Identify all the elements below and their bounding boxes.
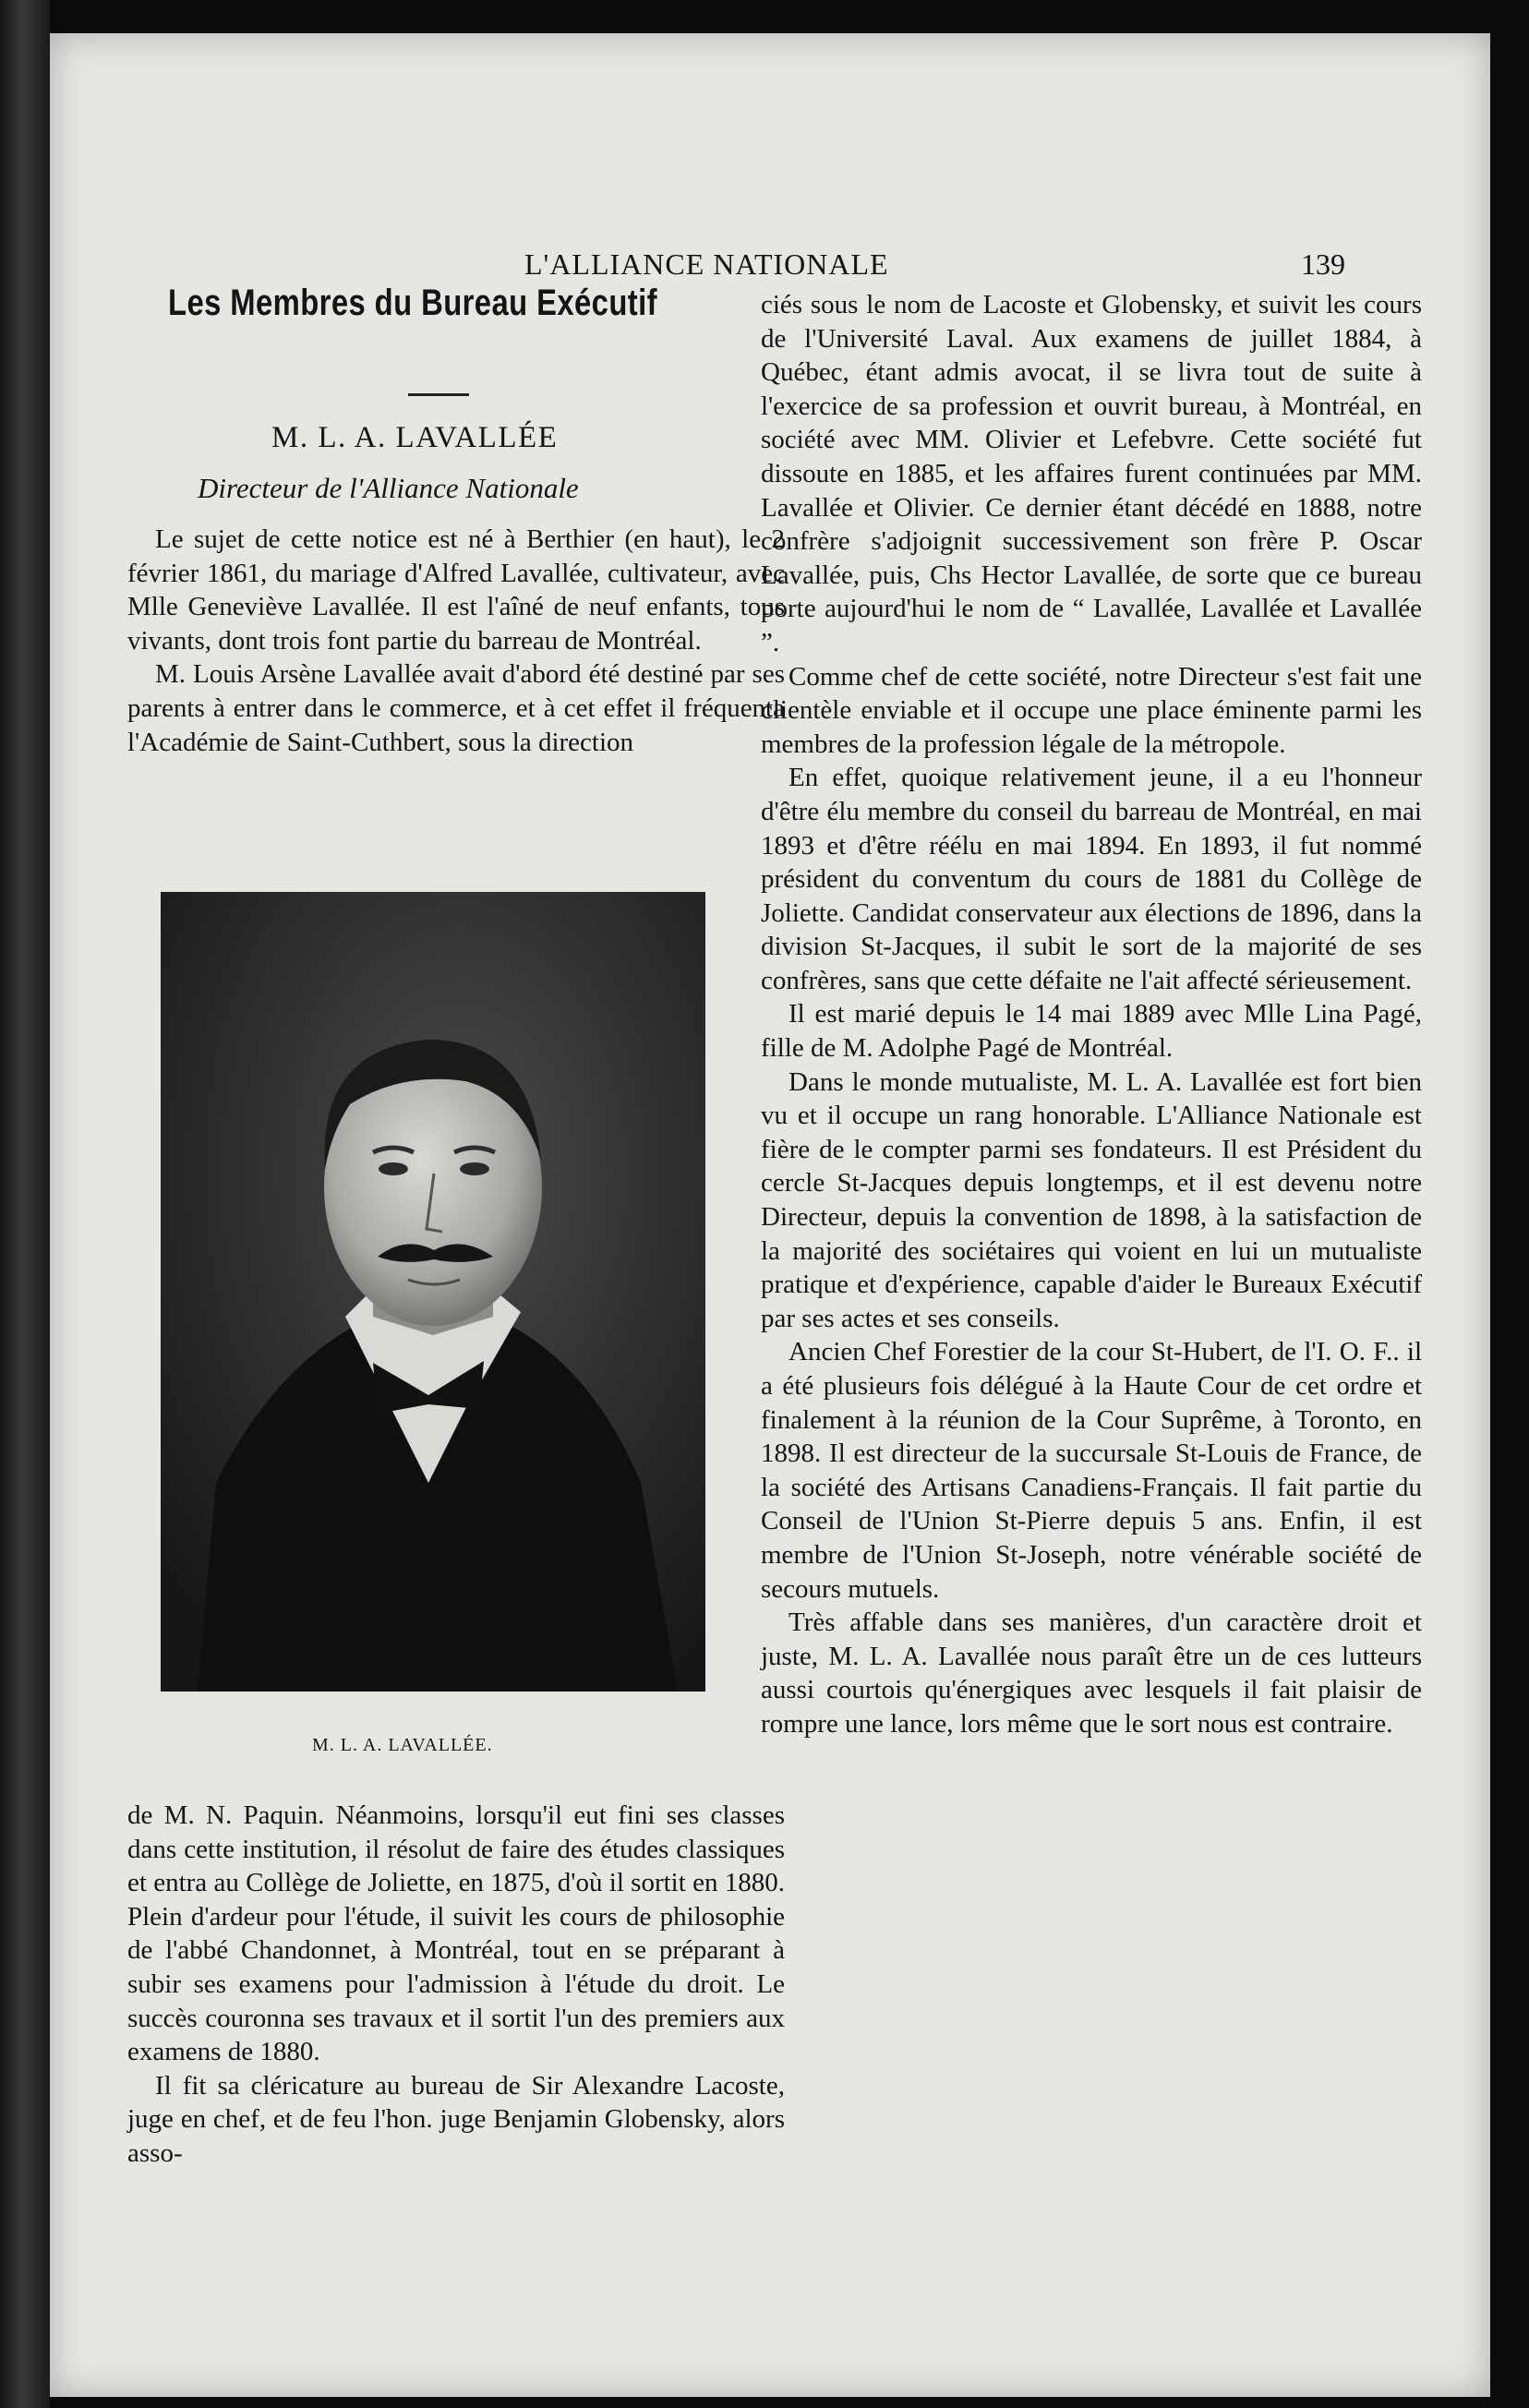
portrait-image — [161, 892, 705, 1692]
paragraph: Comme chef de cette société, notre Directeur s'est fait une clientèle enviable et il occupe une place éminente parmi les membres de la profession légale de la métropole. — [761, 661, 1422, 759]
paragraph: ciés sous le nom de Lacoste et Globensky, et suivit les cours de l'Université Laval. Aux examens de juillet 1884, à Québec, étant admis avocat, il se livra tout de suite à l'exercice de sa profession et ouvrit bureau, à Montréal, en société avec MM. Olivier et Lefebvre. Cette société fut dissoute en 1885, et les affaires furent continuées par MM. Lavallée et Olivier. Ce dernier étant décédé en 1888, notre confrère s'adjoignit successivement son frère P. Oscar Lavallée, puis, Chs Hector Lavallée, de sorte que ce bureau porte aujourd'hui le nom de “ Lavallée, Lavallée et Lavallée ”. — [761, 290, 1422, 657]
member-name: M. L. A. LAVALLÉE — [271, 421, 559, 454]
paragraph: Ancien Chef Forestier de la cour St-Hubert, de l'I. O. F.. il a été plusieurs fois délégué à la Haute Cour de cet ordre et finalement à la réunion de la Cour Suprême, à Toronto, en 1898. Il est directeur de la succursale St-Louis de France, de la société des Artisans Canadiens-Français. Il fait partie du Conseil de l'Union St-Pierre depuis 5 ans. Enfin, il est membre de l'Union St-Joseph, notre vénérable société de secours mutuels. — [761, 1337, 1422, 1604]
binding-edge — [0, 0, 50, 2408]
paragraph: de M. N. Paquin. Néanmoins, lorsqu'il eut fini ses classes dans cette institution, il résolut de faire des études classiques et entra au Collège de Joliette, en 1875, d'où il sortit en 1880. Plein d'ardeur pour l'étude, il suivit les cours de philosophie de l'abbé Chandonnet, à Montréal, tout en se préparant à subir ses examens pour l'admission à l'étude du droit. Le succès couronna ses travaux et il sortit l'un des premiers aux examens de 1880. — [127, 1800, 785, 2067]
paragraph: Dans le monde mutualiste, M. L. A. Lavallée est fort bien vu et il occupe un rang honorable. L'Alliance Nationale est fière de le compter parmi ses fondateurs. Il est Président du cercle St-Jacques depuis longtemps, et il est devenu notre Directeur, depuis la convention de 1898, à la satisfaction de la majorité des sociétaires qui voient en lui un mutualiste pratique et d'expérience, capable d'aider le Bureaux Exécutif par ses actes et ses conseils. — [761, 1066, 1422, 1333]
portrait-photo — [161, 892, 705, 1692]
running-title: L'ALLIANCE NATIONALE — [524, 247, 889, 281]
left-column-top — [127, 523, 785, 759]
paragraph: Il est marié depuis le 14 mai 1889 avec Mlle Lina Pagé, fille de M. Adolphe Pagé de Montréal. — [761, 999, 1422, 1064]
article-headline: Les Membres du Bureau Exécutif — [168, 283, 657, 323]
member-role: Directeur de l'Alliance Nationale — [198, 472, 579, 504]
paragraph: Le sujet de cette notice est né à Berthier (en haut), le 2 février 1861, du mariage d'Alfred Lavallée, cultivateur, avec Mlle Geneviève Lavallée. Il est l'aîné de neuf enfants, tous vivants, dont trois font partie du barreau de Montréal. — [127, 524, 785, 656]
page-header — [50, 247, 1490, 284]
paragraph: Très affable dans ses manières, d'un caractère droit et juste, M. L. A. Lavallée nous paraît être un de ces lutteurs aussi courtois qu'énergiques avec lesquels il fait plaisir de rompre une lance, lors même que le sort nous est contraire. — [761, 1607, 1422, 1739]
right-column — [761, 288, 1422, 1741]
page-number: 139 — [1301, 247, 1345, 281]
scanned-page — [50, 33, 1490, 2397]
paragraph: M. Louis Arsène Lavallée avait d'abord été destiné par ses parents à entrer dans le commerce, et à cet effet il fréquenta l'Académie de Saint-Cuthbert, sous la direction — [127, 659, 785, 757]
paragraph: En effet, quoique relativement jeune, il a eu l'honneur d'être élu membre du conseil du barreau de Montréal, en mai 1893 et d'être réélu en mai 1894. En 1893, il fut nommé président du conventum du cours de 1881 du Collège de Joliette. Candidat conservateur aux élections de 1896, dans la division St-Jacques, il subit le sort de la majorité de ses confrères, sans que cette défaite ne l'ait affecté sérieusement. — [761, 763, 1422, 995]
left-column-bottom — [127, 1799, 785, 2171]
paragraph: Il fit sa cléricature au bureau de Sir Alexandre Lacoste, juge en chef, et de feu l'hon. juge Benjamin Globensky, alors asso- — [127, 2070, 785, 2168]
title-rule — [408, 393, 469, 396]
photo-caption: M. L. A. LAVALLÉE. — [312, 1735, 493, 1755]
